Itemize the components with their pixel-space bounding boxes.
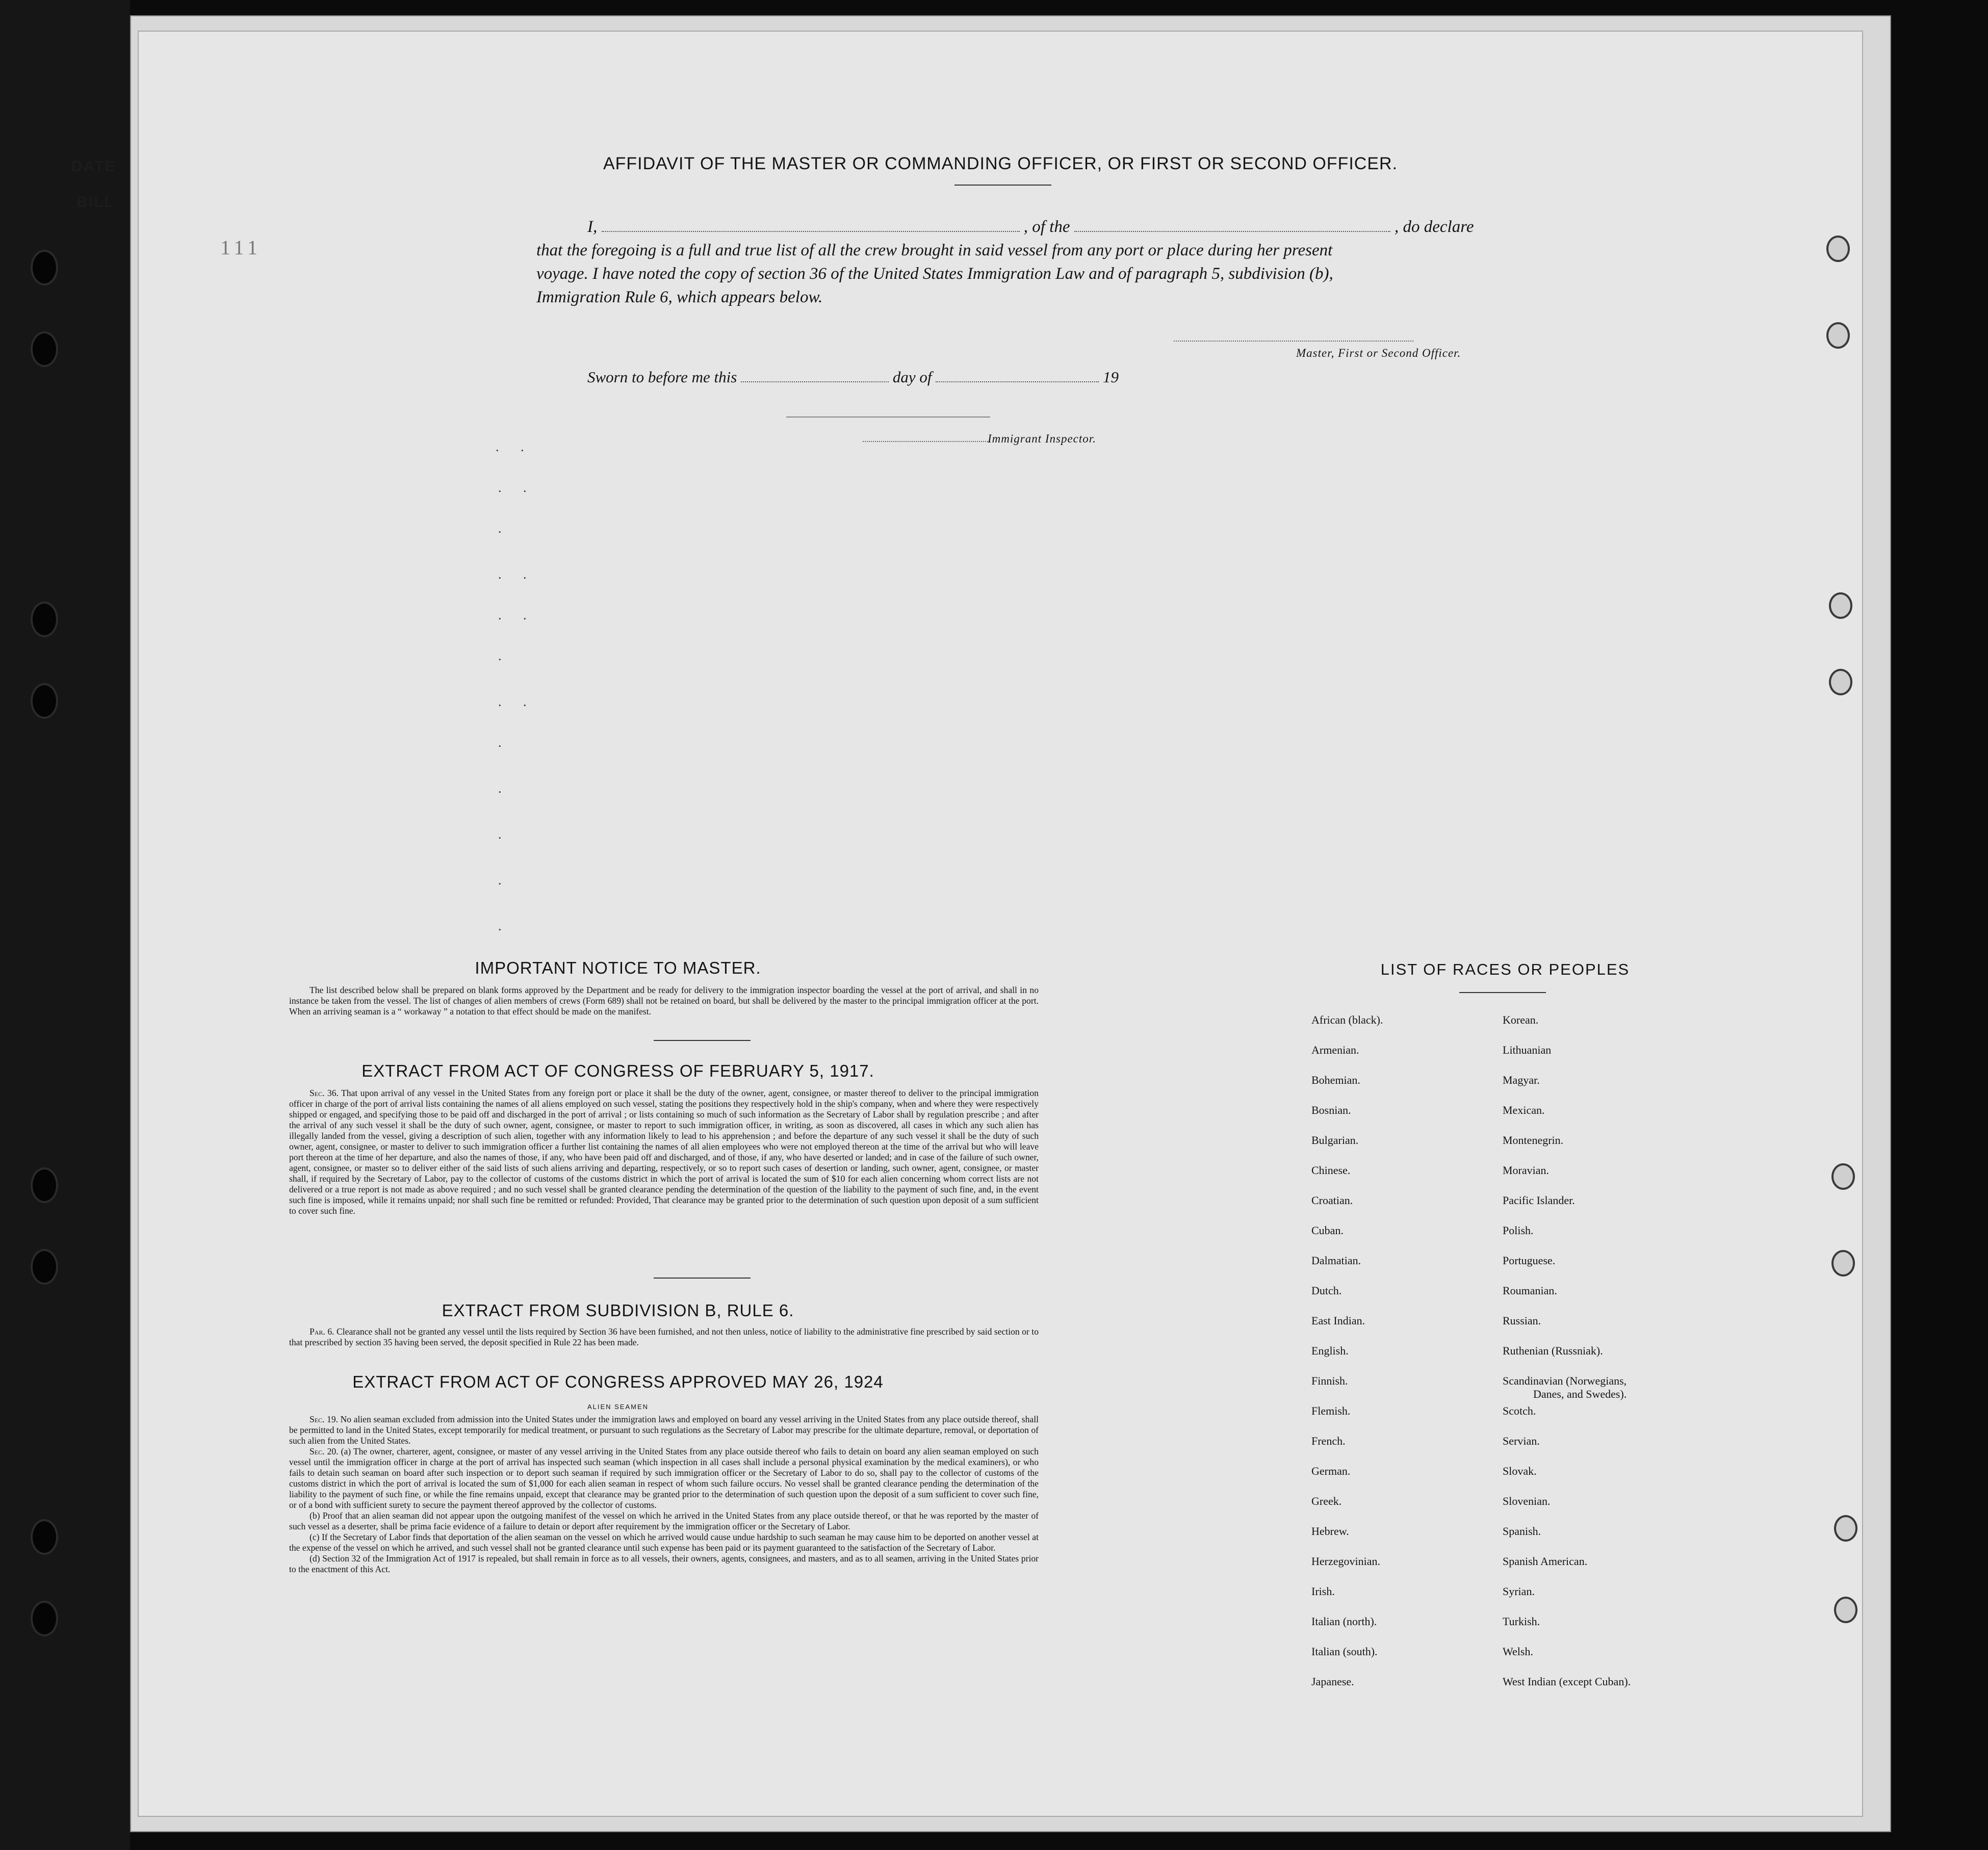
sec-36-text: That upon arrival of any vessel in the United States from any foreign port or place it shall be the duty of the owner, agent, consignee, or master thereof to deliver to the principal immigration officer in charge of the port of arrival lists containing the names of all aliens employed on such vessel, stating the positions they respectively hold in the ship's company, when and where they were respectively shipped or engaged, and specifying those to be paid off and discharged in the port of arrival ; or lists containing so much of such information as the Secretary of Labor shall by regulation prescribe ; and after the arrival of any such vessel it shall be the duty of such owner, agent, consignee, or master to report to such immigration officer, in writing, as soon as discovered, all cases in which any such alien has illegally landed from the vessel, giving a description of such alien, together with any information likely to lead to his apprehension ; and before the departure of any such vessel it shall be the duty of such owner, agent, consignee, or master to deliver to such immigration officer a further list containing the names of all alien employees who were not employed thereon at the time of the arrival but who will leave port thereon at the time of her departure, and also the names of those, if any, who have been paid off and discharged, and of those, if any, who have deserted or landed; and in case of the failure of such owner, agent, consignee, or master so to deliver either of the said lists of such aliens arriving and departing, respectively, or so to report such cases of desertion or landing, such owner, agent, consignee, or master shall, if required by the Secretary of Labor, pay to the collector of customs of the customs district in which the port of arrival is located the sum of $10 for each alien concerning whom correct lists are not delivered or a true report is not made as above required ; and no such vessel shall be granted clearance pending the determination of the question of the liability to the payment of such fine, and, in the event such fine is imposed, while it remains unpaid; nor shall such fine be remitted or refunded: Provided, That clearance may be granted prior to the determination of such question upon deposit of a sum sufficient to cover such fine. <box>289 1088 1039 1216</box>
race-item: Finnish. <box>1311 1374 1348 1387</box>
sec-36-lead: Sec. 36. <box>309 1088 339 1098</box>
binder-hole <box>31 250 58 285</box>
page-hole <box>1829 592 1852 619</box>
page-hole <box>1829 669 1852 695</box>
race-item: Lithuanian <box>1503 1044 1552 1056</box>
race-item: Armenian. <box>1311 1044 1359 1056</box>
race-item: Mexican. <box>1503 1104 1545 1116</box>
page-hole <box>1834 1597 1857 1623</box>
race-item: Chinese. <box>1311 1164 1351 1177</box>
binder-hole <box>31 683 58 719</box>
race-item: Turkish. <box>1503 1615 1540 1628</box>
race-item: African (black). <box>1311 1013 1383 1026</box>
page-hole <box>1826 322 1850 349</box>
faint-dots: . <box>498 735 511 750</box>
par-6-lead: Par. 6. <box>309 1326 334 1337</box>
race-item: Croatian. <box>1311 1194 1353 1207</box>
race-item: Slovenian. <box>1503 1495 1551 1507</box>
race-item: German. <box>1311 1465 1351 1477</box>
race-item: Flemish. <box>1311 1404 1351 1417</box>
race-item: Bulgarian. <box>1311 1134 1359 1147</box>
affidavit-line4: Immigration Rule 6, which appears below. <box>536 288 823 306</box>
binder-hole <box>31 1167 58 1203</box>
inspector-rule <box>786 416 990 418</box>
sec-20-text: (a) The owner, charterer, agent, consignee, or master of any vessel arriving in the United States from any place outside thereof who fails to detain on board any alien seaman employed on such vessel until the immigration officer in charge at the port of arrival has inspected such seaman (which inspection in all cases shall include a personal physical examination by the medical examiners), or who fails to detain such seaman on board after such inspection or to deport such seaman if required by such immigration officer or the Secretary of Labor to do so, shall pay to the collector of customs of the customs district in which the port of arrival is located the sum of $1,000 for each alien seaman in respect of whom such failure occurs. No vessel shall be granted clearance pending the determination of the liability to the payment of such fine, or while the fine remains unpaid, except that clearance may be granted prior to the determination of such question upon the deposit of a sum sufficient to cover such fine, or of a bond with sufficient surety to secure the payment thereof approved by the collector of customs. <box>289 1446 1039 1510</box>
page-mark: 111 <box>220 236 262 259</box>
para-b: (b) Proof that an alien seaman did not appear upon the outgoing manifest of the vessel on which he arrived in the United States from any place outside thereof, or that he was reported by the master of such vessel as a deserter, shall be prima facie evidence of a failure to detain or deport after requirement by the immigration officer or the Secretary of Labor. <box>289 1510 1039 1531</box>
faint-dots: . . <box>498 567 536 582</box>
affidavit-of-the: , of the <box>1023 218 1070 236</box>
affidavit-declaration <box>536 215 1515 309</box>
master-signature-line[interactable] <box>1174 341 1413 342</box>
race-item: Greek. <box>1311 1495 1342 1507</box>
race-item: Hebrew. <box>1311 1525 1349 1538</box>
races-rule <box>1459 992 1546 993</box>
faint-dots: . <box>498 521 511 536</box>
extract-1924-body <box>289 1414 1039 1575</box>
faint-dots: . <box>498 827 511 842</box>
faint-dots: . . <box>498 608 536 622</box>
race-item: Scandinavian (Norwegians, <box>1503 1374 1627 1387</box>
extract-rule6-title: EXTRACT FROM SUBDIVISION B, RULE 6. <box>442 1301 794 1320</box>
sworn-year: 19 <box>1102 368 1119 386</box>
race-item: Magyar. <box>1503 1074 1540 1086</box>
para-d: (d) Section 32 of the Immigration Act of 1917 is repealed, but shall remain in force as to all vessels, their owners, agents, consignees, and masters, and as to all seamen, arriving in the United States prior to the enactment of this Act. <box>289 1553 1039 1574</box>
inspector-signature-line[interactable] <box>863 441 990 442</box>
vessel-blank[interactable] <box>1074 218 1390 232</box>
race-item: Scotch. <box>1503 1404 1536 1417</box>
race-item: Spanish. <box>1503 1525 1541 1538</box>
faint-dots: . <box>498 919 511 933</box>
faint-dots: . . <box>498 480 536 495</box>
faint-dots: . <box>498 873 511 888</box>
notice-rule <box>654 1040 751 1041</box>
faint-dots: . . <box>498 694 536 709</box>
race-item: Italian (south). <box>1311 1645 1378 1658</box>
affidavit-i: I, <box>587 218 598 236</box>
race-item: Servian. <box>1503 1435 1540 1447</box>
race-item: Portuguese. <box>1503 1254 1556 1267</box>
race-item: Syrian. <box>1503 1585 1535 1598</box>
race-item: Moravian. <box>1503 1164 1550 1177</box>
binder-hole <box>31 1601 58 1636</box>
race-item: Montenegrin. <box>1503 1134 1564 1147</box>
race-item: Japanese. <box>1311 1675 1354 1688</box>
race-item: English. <box>1311 1344 1349 1357</box>
sec-19-text: No alien seaman excluded from admission into the United States under the immigration laws and employed on board any vessel arriving in the United States from any place outside thereof, shall be permitted to land in the United States, except temporarily for medical treatment, or pursuant to such regulations as the Secretary of Labor may prescribe for the ultimate departure, removal, or deportation of such alien from the United States. <box>289 1414 1039 1446</box>
races-left-column <box>1311 1013 1515 1753</box>
name-blank[interactable] <box>602 218 1020 232</box>
race-item: East Indian. <box>1311 1314 1365 1327</box>
race-item: Bosnian. <box>1311 1104 1351 1116</box>
extract-1917-body <box>289 1088 1039 1216</box>
notice-body: The list described below shall be prepared on blank forms approved by the Department and be ready for delivery to the immigration inspector boarding the vessel at the port of arrival, and shall in no instance be taken from the vessel. The list of changes of alien members of crews (Form 689) shall not be retained on board, but shall be delivered by the master to the principal immigration officer at the port. When an arriving seaman is a “ workaway ” a notation to that effect should be made on the manifest. <box>289 985 1039 1017</box>
binder-edge <box>0 0 130 1850</box>
inspector-label: Immigrant Inspector. <box>988 432 1096 445</box>
sworn-day-of: day of <box>892 368 932 386</box>
page-hole <box>1831 1250 1855 1276</box>
race-item: Slovak. <box>1503 1465 1537 1477</box>
faint-dots: . <box>498 648 511 663</box>
master-signature-label: Master, First or Second Officer. <box>1296 347 1461 359</box>
sec-20-lead: Sec. 20. <box>309 1446 339 1456</box>
race-item: Irish. <box>1311 1585 1335 1598</box>
faint-dots: . <box>498 781 511 796</box>
extract-1924-title: EXTRACT FROM ACT OF CONGRESS APPROVED MAY 26, 1924 <box>352 1372 884 1391</box>
extract-1917-title: EXTRACT FROM ACT OF CONGRESS OF FEBRUARY 5, 1917. <box>362 1061 874 1080</box>
binder-hole <box>31 331 58 367</box>
races-title: LIST OF RACES OR PEOPLES <box>1380 960 1630 978</box>
binder-hole <box>31 1519 58 1555</box>
races-right-column <box>1503 1013 1758 1753</box>
extract-rule6-body <box>289 1326 1039 1348</box>
binder-hole <box>31 1249 58 1285</box>
race-item: Cuban. <box>1311 1224 1344 1237</box>
race-item: West Indian (except Cuban). <box>1503 1675 1631 1688</box>
race-item: Italian (north). <box>1311 1615 1377 1628</box>
title-rule <box>954 185 1051 186</box>
faint-dots: . . <box>496 439 533 454</box>
par-6-text: Clearance shall not be granted any vessel until the lists required by Section 36 have been furnished, and not then unless, notice of liability to the administrative fine prescribed by said section or to that prescribed by section 35 having been served, the deposit specified in Rule 22 has been made. <box>289 1326 1039 1347</box>
page-hole <box>1831 1163 1855 1190</box>
race-item: Bohemian. <box>1311 1074 1360 1086</box>
document-page <box>138 31 1863 1817</box>
race-item: Roumanian. <box>1503 1284 1557 1297</box>
race-item: Dutch. <box>1311 1284 1342 1297</box>
race-item: Pacific Islander. <box>1503 1194 1575 1207</box>
race-item: Polish. <box>1503 1224 1534 1237</box>
binder-hole <box>31 602 58 637</box>
page-hole <box>1834 1515 1857 1542</box>
race-item: Russian. <box>1503 1314 1541 1327</box>
race-item: Dalmatian. <box>1311 1254 1361 1267</box>
sworn-month-blank[interactable] <box>936 369 1099 382</box>
sworn-day-blank[interactable] <box>741 369 889 382</box>
page-hole <box>1826 236 1850 262</box>
affidavit-line3: voyage. I have noted the copy of section 36 of the United States Immigration Law and of paragraph 5, subdivision (b), <box>536 265 1333 283</box>
race-item: Spanish American. <box>1503 1555 1588 1568</box>
alien-seamen-subtitle: ALIEN SEAMEN <box>587 1403 649 1411</box>
extract-1917-rule <box>654 1278 751 1279</box>
race-item: Herzegovinian. <box>1311 1555 1380 1568</box>
affidavit-do-declare: , do declare <box>1394 218 1474 236</box>
race-item: Welsh. <box>1503 1645 1533 1658</box>
sworn-statement <box>587 368 1119 386</box>
affidavit-title: AFFIDAVIT OF THE MASTER OR COMMANDING OFFICER, OR FIRST OR SECOND OFFICER. <box>603 154 1398 173</box>
para-c: (c) If the Secretary of Labor finds that deportation of the alien seaman on the vessel on which he arrived would cause undue hardship to such seaman he may cause him to be deported on another vessel at the expense of the vessel on which he arrived, and such vessel shall not be granted clearance until such expense has been paid or its payment guaranteed to the satisfaction of the Secretary of Labor. <box>289 1532 1039 1553</box>
race-item: Korean. <box>1503 1013 1539 1026</box>
race-item: French. <box>1311 1435 1346 1447</box>
affidavit-line2: that the foregoing is a full and true list of all the crew brought in said vessel from any port or place during her present <box>536 241 1333 259</box>
race-item: Ruthenian (Russniak). <box>1503 1344 1603 1357</box>
race-item: Danes, and Swedes). <box>1533 1388 1627 1400</box>
margin-stamp-date: DATE <box>71 158 116 175</box>
sec-19-lead: Sec. 19. <box>309 1414 339 1424</box>
sworn-prefix: Sworn to before me this <box>587 368 737 386</box>
margin-stamp-bill: BILL <box>76 194 115 211</box>
notice-title: IMPORTANT NOTICE TO MASTER. <box>475 958 761 977</box>
